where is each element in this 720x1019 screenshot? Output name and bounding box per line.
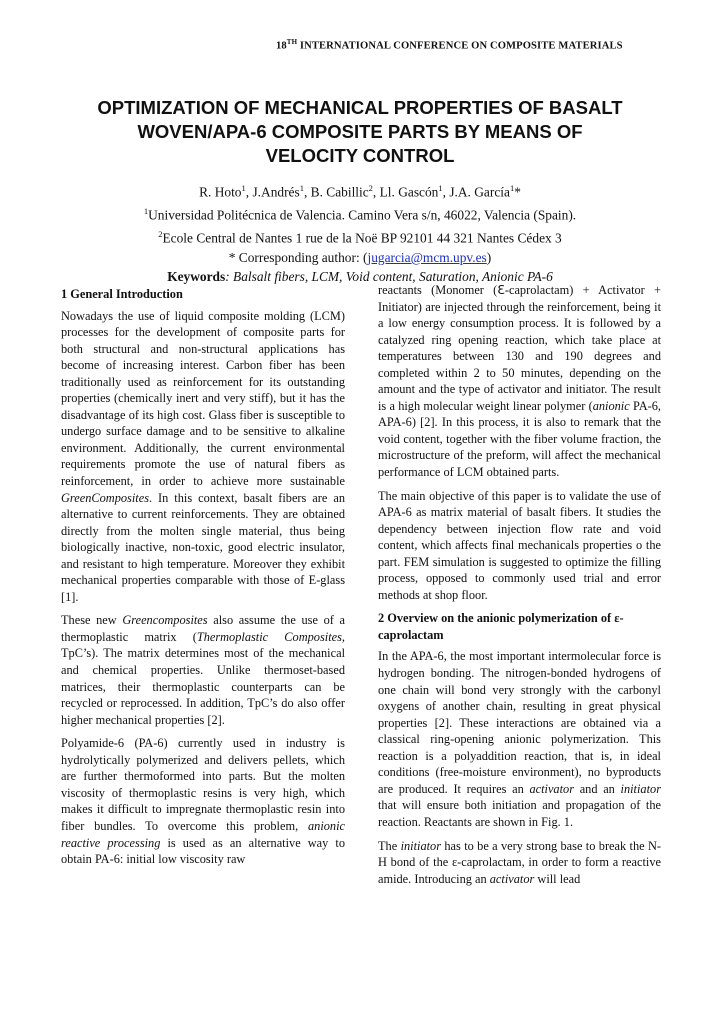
affiliation-mark: 1 xyxy=(143,205,149,216)
keywords-label: Keywords xyxy=(167,269,226,285)
corresponding-author xyxy=(40,248,680,268)
affiliation-mark: 2 xyxy=(158,228,163,239)
affiliation-mark: 1 xyxy=(241,183,246,193)
title-line-1: OPTIMIZATION OF MECHANICAL PROPERTIES OF BASALT xyxy=(97,97,623,118)
affiliation-mark: 1 xyxy=(438,183,443,193)
paragraph: The main objective of this paper is to validate the use of APA-6 as matrix material of basalt fibers. It studies the dependency between injection flow rate and void content, which affects final mechanicals properties o the part. FEM simulation is suggested to optimize the filling process, opposed to commonly used trial and error methods at shop floor. xyxy=(378,488,661,602)
section-heading-2: 2 Overview on the anionic polymerization of ε-caprolactam xyxy=(378,611,624,642)
paper-title xyxy=(60,96,660,168)
paragraph: Nowadays the use of liquid composite molding (LCM) processes for the development of composite parts for both structural and non-structural applications has become of increasing interest. Carbon fiber has been traditionally used as reinforcement for its outstanding properties (chemically inert and very stiff), but it has the disadvantage of its high cost. Glass fiber is susceptible to undergo surface damage and to be sensitive to alkaline environment. Additionally, the current environmental requirements promote the use of natural fibers as reinforcement, in order to achieve more sustainable GreenComposites. In this context, basalt fibers are an alternative to current reinforcements. They are obtained directly from the molten single material, thus being biologically inactive, non-toxic, good electric insulator, and resistant to high temperature. Moreover they exhibit mechanical properties comparable with those of E-glass [1]. xyxy=(61,308,345,604)
author-list xyxy=(40,179,680,202)
author-name: , J.Andrés xyxy=(245,184,300,200)
affiliation-text: Universidad Politécnica de Valencia. Camino Vera s/n, 46022, Valencia (Spain). xyxy=(148,207,577,223)
right-column xyxy=(378,282,661,894)
corresponding-suffix: ) xyxy=(486,249,492,265)
author-name: , J.A. García xyxy=(442,184,510,200)
affiliation-mark: 1 xyxy=(299,183,304,193)
author-name: , Ll. Gascón xyxy=(372,184,439,200)
paragraph: The initiator has to be a very strong base to break the N-H bond of the ε-caprolactam, in order to form a reactive amide. Introducing an activator will lead xyxy=(378,838,661,886)
paragraph: Polyamide-6 (PA-6) currently used in industry is hydrolytically polymerized and delivers pellets, which are further thermoformed into parts. But the molten viscosity of thermoplastic resins is very high, which makes it difficult to impregnate thermoplastic resin into fiber bundles. To overcome this problem, anionic reactive processing is used as an alternative way to obtain PA-6: initial low viscosity raw xyxy=(61,736,345,867)
paragraph: reactants (Monomer (ℇ-caprolactam) + Activator + Initiator) are injected through the reinforcement, being it a low energy consumption process. It is followed by a catalyzed ring opening reaction, which take place at temperatures between 130 and 190 degrees and completed within 2 to 50 minutes, depending on the amount and the type of activator and initiator. The result is a high molecular weight linear polymer (anionic PA-6, APA-6) [2]. In this process, it is also to remark that the void content, together with the fiber volume fraction, the microstructure of the preform, will affect the mechanical performance of LCM obtained parts. xyxy=(378,283,661,480)
affiliation-mark: 1 xyxy=(509,183,515,193)
affiliation-1 xyxy=(40,202,680,225)
title-line-2: WOVEN/APA-6 COMPOSITE PARTS BY MEANS OF xyxy=(137,121,583,142)
author-name: , B. Cabillic xyxy=(303,184,369,200)
affiliation-text: Ecole Central de Nantes 1 rue de la Noë BP 92101 44 321 Nantes Cédex 3 xyxy=(162,230,562,246)
author-block xyxy=(40,179,680,287)
header-ordinal: 18 xyxy=(276,40,287,52)
paragraph: In the APA-6, the most important intermolecular force is hydrogen bonding. The nitrogen-bonded hydrogens of one chain will bond very strongly with the carbonyl oxygens of another chain, resulting in great physical properties [2]. These interactions are obtained via a classical ring-opening anionic polymerization. This reaction is a polyaddition reaction, that is, in ideal conditions (free-moisture environment), no byproducts are produced. It requires an activator and an initiator that will ensure both initiation and propagation of the reaction. Reactants are shown in Fig. 1. xyxy=(378,649,661,829)
header-conference: INTERNATIONAL CONFERENCE ON COMPOSITE MATERIALS xyxy=(297,40,623,52)
corresponding-mark: * xyxy=(514,184,521,200)
email-link[interactable]: jugarcia@mcm.upv.es xyxy=(367,249,487,265)
conference-header xyxy=(276,38,696,52)
left-column xyxy=(61,283,345,875)
affiliation-2 xyxy=(40,225,680,248)
section-heading-1: 1 General Introduction xyxy=(61,287,183,301)
title-line-3: VELOCITY CONTROL xyxy=(265,145,455,166)
affiliation-mark: 2 xyxy=(368,183,373,193)
header-ordinal-suffix: TH xyxy=(286,38,298,46)
paragraph: These new Greencomposites also assume the use of a thermoplastic matrix (Thermoplastic Composites, TpC’s). The matrix determines most of the mechanical and chemical properties. Unlike thermoset-based matrices, their thermoplastic counterparts can be recycled or reprocessed. In addition, TpC’s do also offer higher mechanical properties [2]. xyxy=(61,613,345,727)
keywords-text: : Balsalt fibers, LCM, Void content, Saturation, Anionic PA-6 xyxy=(225,269,553,285)
corresponding-label: * Corresponding author: ( xyxy=(228,249,368,265)
author-name: R. Hoto xyxy=(199,184,242,200)
